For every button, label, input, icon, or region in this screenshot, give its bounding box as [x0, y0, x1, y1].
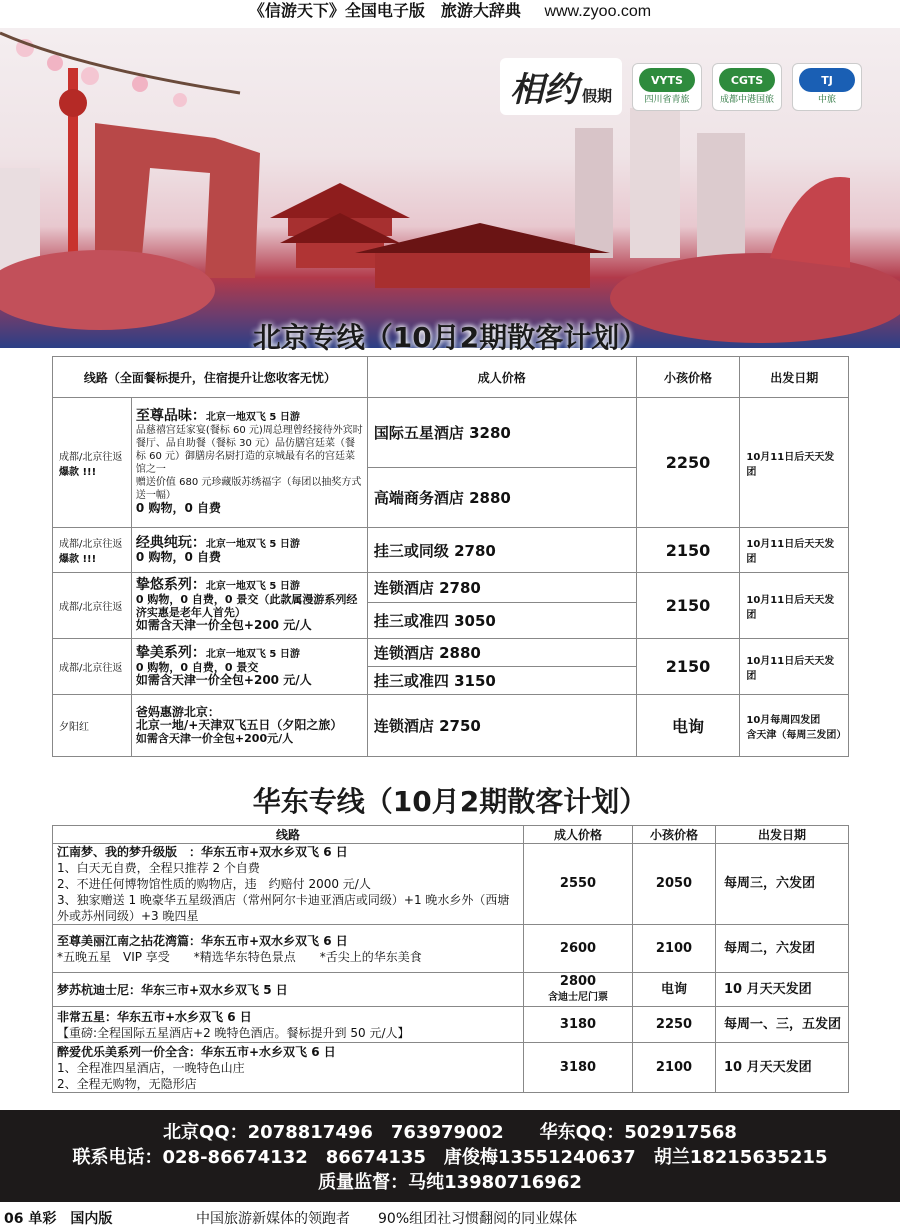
route-line: 3、独家赠送 1 晚豪华五星级酒店（常州阿尔卡迪亚酒店或同级）+1 晚水乡外（西塘外或苏州同级）+3 晚四星 — [57, 893, 510, 923]
partner1-name: 四川省青旅 — [644, 95, 690, 105]
partner3-name: 中旅 — [817, 95, 836, 105]
departure-date: 每周一、三，五发团 — [716, 1007, 849, 1043]
chengdu-zhonggang-logo — [712, 63, 782, 111]
adult-price: 2550 — [524, 844, 633, 925]
table-row[interactable] — [53, 1043, 849, 1093]
adult-price-value: 2800 — [559, 973, 597, 989]
adult-price: 挂三或准四 3050 — [367, 603, 636, 639]
adult-price: 2600 — [524, 925, 633, 973]
departure-date-text-2: 含天津（每周三发团） — [746, 729, 847, 741]
route-tag: 爆款 !!! — [59, 554, 97, 565]
beijing-itinerary-table — [52, 356, 849, 757]
tour-name-sub: 北京一地双飞 5 日游 — [205, 538, 300, 550]
tour-name-text: 挚悠系列： — [135, 577, 206, 593]
route-cell — [53, 925, 524, 973]
adult-price: 挂三或同级 2780 — [367, 528, 636, 573]
xiangyue-logo — [500, 58, 622, 115]
child-price: 电询 — [636, 695, 740, 757]
adult-price — [524, 973, 633, 1007]
route-line: *五晚五星 VIP 享受 *精选华东特色景点 *舌尖上的华东美食 — [57, 949, 422, 964]
child-price: 2250 — [636, 398, 740, 528]
route-text: 成都/北京往返 — [59, 539, 123, 550]
adult-price: 连锁酒店 2780 — [367, 573, 636, 603]
sponsor-logos — [500, 58, 862, 115]
tour-desc-2: 如需含天津一价全包+200 元/人 — [135, 618, 312, 632]
adult-price: 高端商务酒店 2880 — [367, 468, 636, 528]
tour-name — [135, 644, 363, 661]
child-price: 2150 — [636, 639, 740, 695]
tour-desc-2: 赠送价值 680 元珍藏版苏绣福字（每团以抽奖方式送一幅） — [135, 477, 362, 501]
tour-desc-3: 0 购物，0 自费 — [135, 501, 221, 515]
tour-desc-2: 如需含天津一价全包+200 元/人 — [135, 672, 312, 687]
tour-desc: 0 购物，0 自费，0 景交 — [135, 660, 259, 674]
route-cell — [53, 973, 524, 1007]
qq-contacts[interactable]: 北京QQ：2078817496 763979002 华东QQ：502917568 — [163, 1122, 737, 1143]
child-price: 2150 — [636, 573, 740, 639]
child-price: 2050 — [633, 844, 716, 925]
route-line: 【重磅:全程国际五星酒店+2 晚特色酒店。餐标提升到 50 元/人】 — [57, 1025, 410, 1040]
sichuan-cyts-logo — [632, 63, 702, 111]
route-cell: 成都/北京往返 — [53, 573, 132, 639]
zhonglv-logo — [792, 63, 862, 111]
table-header-row — [53, 826, 849, 844]
table-row[interactable] — [53, 925, 849, 973]
adult-price: 3180 — [524, 1007, 633, 1043]
header-departure-date: 出发日期 — [740, 357, 849, 398]
table-row[interactable] — [53, 1007, 849, 1043]
hero-banner — [0, 28, 900, 348]
header-adult-price: 成人价格 — [524, 826, 633, 844]
route-cell — [53, 398, 132, 528]
departure-date: 10月11日后天天发团 — [740, 528, 849, 573]
website-url[interactable]: www.zyoo.com — [544, 3, 652, 20]
tour-description — [131, 528, 367, 573]
child-price: 2250 — [633, 1007, 716, 1043]
departure-date: 10月11日后天天发团 — [740, 573, 849, 639]
route-line: 2、不进任何博物馆性质的购物店，违 约赔付 2000 元/人 — [57, 877, 371, 891]
header-departure-date: 出发日期 — [716, 826, 849, 844]
tour-name-text: 挚美系列： — [135, 644, 206, 661]
departure-date: 每周二，六发团 — [716, 925, 849, 973]
route-cell — [53, 1043, 524, 1093]
table-row[interactable] — [53, 695, 849, 757]
tour-name-sub: 北京一地双飞 5 日游 — [205, 581, 300, 592]
child-price: 电询 — [633, 973, 716, 1007]
route-title: 梦苏杭迪士尼：华东三市+双水乡双飞 5 日 — [57, 982, 288, 997]
route-title: 醉爱优乐美系列一价全含：华东五市+水乡双飞 6 日 — [57, 1044, 336, 1059]
tour-desc: 品慈禧宫廷家宴(餐标 60 元)周总理曾经接待外宾时餐厅、品自助餐（餐标 30 元）品仿膳宫廷菜（餐标 60 元）御膳房名厨打造的京城最有名的宫廷菜馆之一 — [135, 425, 363, 475]
adult-price: 连锁酒店 2880 — [367, 639, 636, 667]
table-row[interactable] — [53, 973, 849, 1007]
adult-price: 挂三或准四 3150 — [367, 667, 636, 695]
child-price: 2100 — [633, 1043, 716, 1093]
departure-date: 10 月天天发团 — [716, 973, 849, 1007]
tour-description — [131, 573, 367, 639]
header-route: 线路（全面餐标提升，住宿提升让您收客无忧） — [53, 357, 368, 398]
table-row[interactable] — [53, 528, 849, 573]
tour-description — [131, 398, 367, 528]
page-number: 06 单彩 国内版 — [4, 1211, 113, 1227]
header-route: 线路 — [53, 826, 524, 844]
adult-price: 3180 — [524, 1043, 633, 1093]
tour-name-text: 经典纯玩： — [135, 534, 206, 551]
partner2-mark: CGTS — [719, 68, 775, 92]
table-row[interactable] — [53, 639, 849, 667]
departure-date-text: 10月每周四发团 — [746, 714, 821, 726]
tour-desc: 0 购物，0 自费 — [135, 549, 221, 564]
phone-contacts[interactable]: 联系电话：028-86674132 86674135 唐俊梅13551240637 胡兰18215635215 — [72, 1147, 828, 1168]
partner2-name: 成都中港国旅 — [719, 95, 774, 105]
header-adult-price: 成人价格 — [367, 357, 636, 398]
tour-name-text: 至尊品味： — [135, 408, 206, 424]
departure-date: 10月11日后天天发团 — [740, 398, 849, 528]
child-price: 2150 — [636, 528, 740, 573]
tour-name-sub: 北京一地双飞 5 日游 — [205, 412, 300, 423]
quality-supervision[interactable]: 质量监督：马纯13980716962 — [318, 1172, 582, 1193]
tour-name — [136, 579, 363, 593]
tour-description — [131, 639, 367, 695]
departure-date: 每周三，六发团 — [716, 844, 849, 925]
huadong-itinerary-table — [52, 825, 849, 1093]
table-row[interactable] — [53, 398, 849, 468]
logo-main-text: 相约 — [509, 70, 578, 110]
partner3-mark: TJ — [799, 68, 855, 92]
beijing-section-title: 北京专线（10月2期散客计划） — [252, 321, 648, 354]
route-cell: 夕阳红 — [53, 695, 132, 757]
route-line: 1、白天无自费，全程只推荐 2 个自费 — [57, 861, 260, 875]
route-title: 非常五星：华东五市+水乡双飞 6 日 — [57, 1009, 252, 1024]
tour-desc-2: 如需含天津一价全包+200元/人 — [135, 732, 294, 745]
table-header-row — [53, 357, 849, 398]
route-title: 江南梦、我的梦升级版 ：华东五市+双水乡双飞 6 日 — [57, 845, 348, 859]
table-row[interactable] — [53, 844, 849, 925]
route-cell — [53, 1007, 524, 1043]
route-cell — [53, 844, 524, 925]
partner1-mark: VYTS — [639, 68, 695, 92]
departure-date: 10 月天天发团 — [716, 1043, 849, 1093]
route-line: 1、全程准四星酒店，一晚特色山庄 — [57, 1060, 245, 1075]
page-footer — [0, 1208, 900, 1230]
departure-date: 10月11日后天天发团 — [740, 639, 849, 695]
adult-price: 国际五星酒店 3280 — [367, 398, 636, 468]
adult-price: 连锁酒店 2750 — [367, 695, 636, 757]
child-price: 2100 — [633, 925, 716, 973]
top-header — [0, 0, 900, 28]
route-line: 2、全程无购物，无隐形店 — [57, 1076, 197, 1091]
departure-date — [740, 695, 849, 757]
tour-name — [135, 534, 363, 551]
tour-desc: 0 购物，0 自费，0 景交（此款属漫游系列经济实惠是老年人首先） — [135, 593, 358, 619]
table-row[interactable] — [53, 573, 849, 603]
route-text: 成都/北京往返 — [59, 451, 123, 463]
header-child-price: 小孩价格 — [636, 357, 740, 398]
tour-description — [131, 695, 367, 757]
tour-desc: 北京一地/+天津双飞五日（夕阳之旅） — [135, 718, 343, 732]
huadong-section-title: 华东专线（10月2期散客计划） — [252, 785, 648, 818]
tour-name-text: 爸妈惠游北京： — [135, 705, 220, 719]
tour-name — [136, 410, 363, 424]
tour-name-sub: 北京一地双飞 5 日游 — [205, 648, 300, 660]
adult-price-note: 含迪士尼门票 — [548, 991, 608, 1003]
logo-main-suffix: 假期 — [581, 87, 612, 105]
route-cell: 成都/北京往返 — [53, 639, 132, 695]
route-title: 至尊美丽江南之拈花湾篇：华东五市+双水乡双飞 6 日 — [57, 933, 348, 948]
header-child-price: 小孩价格 — [633, 826, 716, 844]
contact-panel — [0, 1110, 900, 1202]
footer-slogan: 中国旅游新媒体的领跑者 90%组团社习惯翻阅的同业媒体 — [196, 1211, 578, 1227]
publication-title: 《信游天下》全国电子版 旅游大辞典 — [248, 1, 521, 20]
route-cell — [53, 528, 132, 573]
route-tag: 爆款 !!! — [59, 466, 97, 478]
